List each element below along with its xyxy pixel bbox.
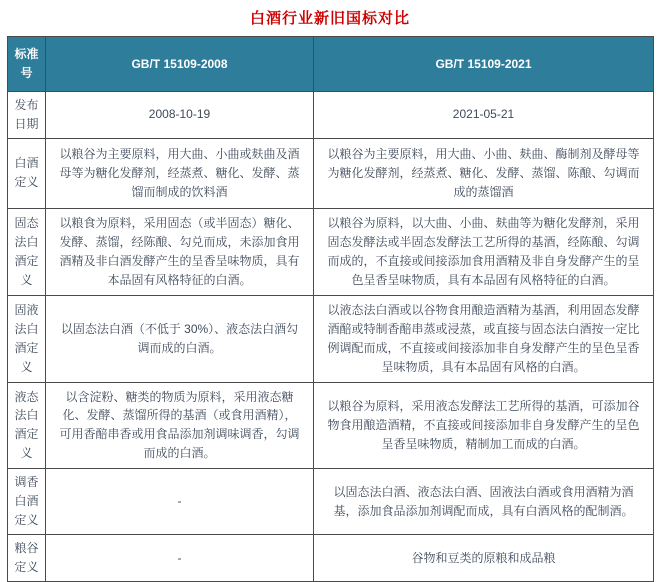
header-gb-2021: GB/T 15109-2021: [314, 37, 654, 92]
table-header-row: [8, 37, 654, 92]
old-standard-cell: -: [46, 469, 314, 535]
new-standard-cell: 2021-05-21: [314, 92, 654, 139]
header-standard-number: 标准号: [8, 37, 46, 92]
page-title: 白酒行业新旧国标对比: [249, 10, 410, 27]
row-label-cell: 发布日期: [8, 92, 46, 139]
old-standard-cell: 以粮食为原料，采用固态（或半固态）糖化、发酵、蒸馏，经陈酿、勾兑而成，未添加食用酒精及非白酒发酵产生的呈香呈味物质，具有本品固有风格特征的白酒。: [46, 208, 314, 295]
new-standard-cell: 以粮谷为原料，采用液态发酵法工艺所得的基酒，可添加谷物食用酿造酒精，不直接或间接添加非自身发酵产生的呈色呈香呈味物质，精制加工而成的白酒。: [314, 382, 654, 469]
table-row-grain-definition: [8, 535, 654, 582]
row-label-cell: 液态法白酒定义: [8, 382, 46, 469]
new-standard-cell: 谷物和豆类的原粮和成品粮: [314, 535, 654, 582]
old-standard-cell: 2008-10-19: [46, 92, 314, 139]
new-standard-cell: 以固态法白酒、液态法白酒、固液法白酒或食用酒精为酒基，添加食品添加剂调配而成，具有白酒风格的配制酒。: [314, 469, 654, 535]
row-label-cell: 粮谷定义: [8, 535, 46, 582]
standards-comparison-table: [7, 36, 654, 582]
row-label-cell: 白酒定义: [8, 138, 46, 208]
table-row-flavored-baijiu-definition: [8, 469, 654, 535]
table-row-release-date: [8, 92, 654, 139]
row-label-cell: 固态法白酒定义: [8, 208, 46, 295]
row-label-cell: 调香白酒定义: [8, 469, 46, 535]
old-standard-cell: -: [46, 535, 314, 582]
header-gb-2008: GB/T 15109-2008: [46, 37, 314, 92]
old-standard-cell: 以固态法白酒（不低于 30%）、液态法白酒勾调而成的白酒。: [46, 295, 314, 382]
table-row-solid-state-definition: [8, 208, 654, 295]
new-standard-cell: 以粮谷为原料，以大曲、小曲、麸曲等为糖化发酵剂，采用固态发酵法或半固态发酵法工艺所得的基酒，经陈酿、勾调而成的，不直接或间接添加食用酒精及非自身发酵产生的呈色呈香呈味物质，具有本品固有风格特征的白酒。: [314, 208, 654, 295]
table-row-solid-liquid-definition: [8, 295, 654, 382]
new-standard-cell: 以粮谷为主要原料，用大曲、小曲、麸曲、酶制剂及酵母等为糖化发酵剂，经蒸煮、糖化、发酵、蒸馏、陈酿、勾调而成的蒸馏酒: [314, 138, 654, 208]
old-standard-cell: 以含淀粉、糖类的物质为原料，采用液态糖化、发酵、蒸馏所得的基酒（或食用酒精），可用香醅串香或用食品添加剂调味调香，勾调而成的白酒。: [46, 382, 314, 469]
table-row-liquid-state-definition: [8, 382, 654, 469]
new-standard-cell: 以液态法白酒或以谷物食用酿造酒精为基酒，利用固态发酵酒醅或特制香醅串蒸或浸蒸，或直接与固态法白酒按一定比例调配而成，不直接或间接添加非自身发酵产生的呈色呈香呈味物质，具有本品固有风格的白酒。: [314, 295, 654, 382]
table-row-baijiu-definition: [8, 138, 654, 208]
row-label-cell: 固液法白酒定义: [8, 295, 46, 382]
old-standard-cell: 以粮谷为主要原料，用大曲、小曲或麸曲及酒母等为糖化发酵剂，经蒸煮、糖化、发酵、蒸馏而制成的饮料酒: [46, 138, 314, 208]
